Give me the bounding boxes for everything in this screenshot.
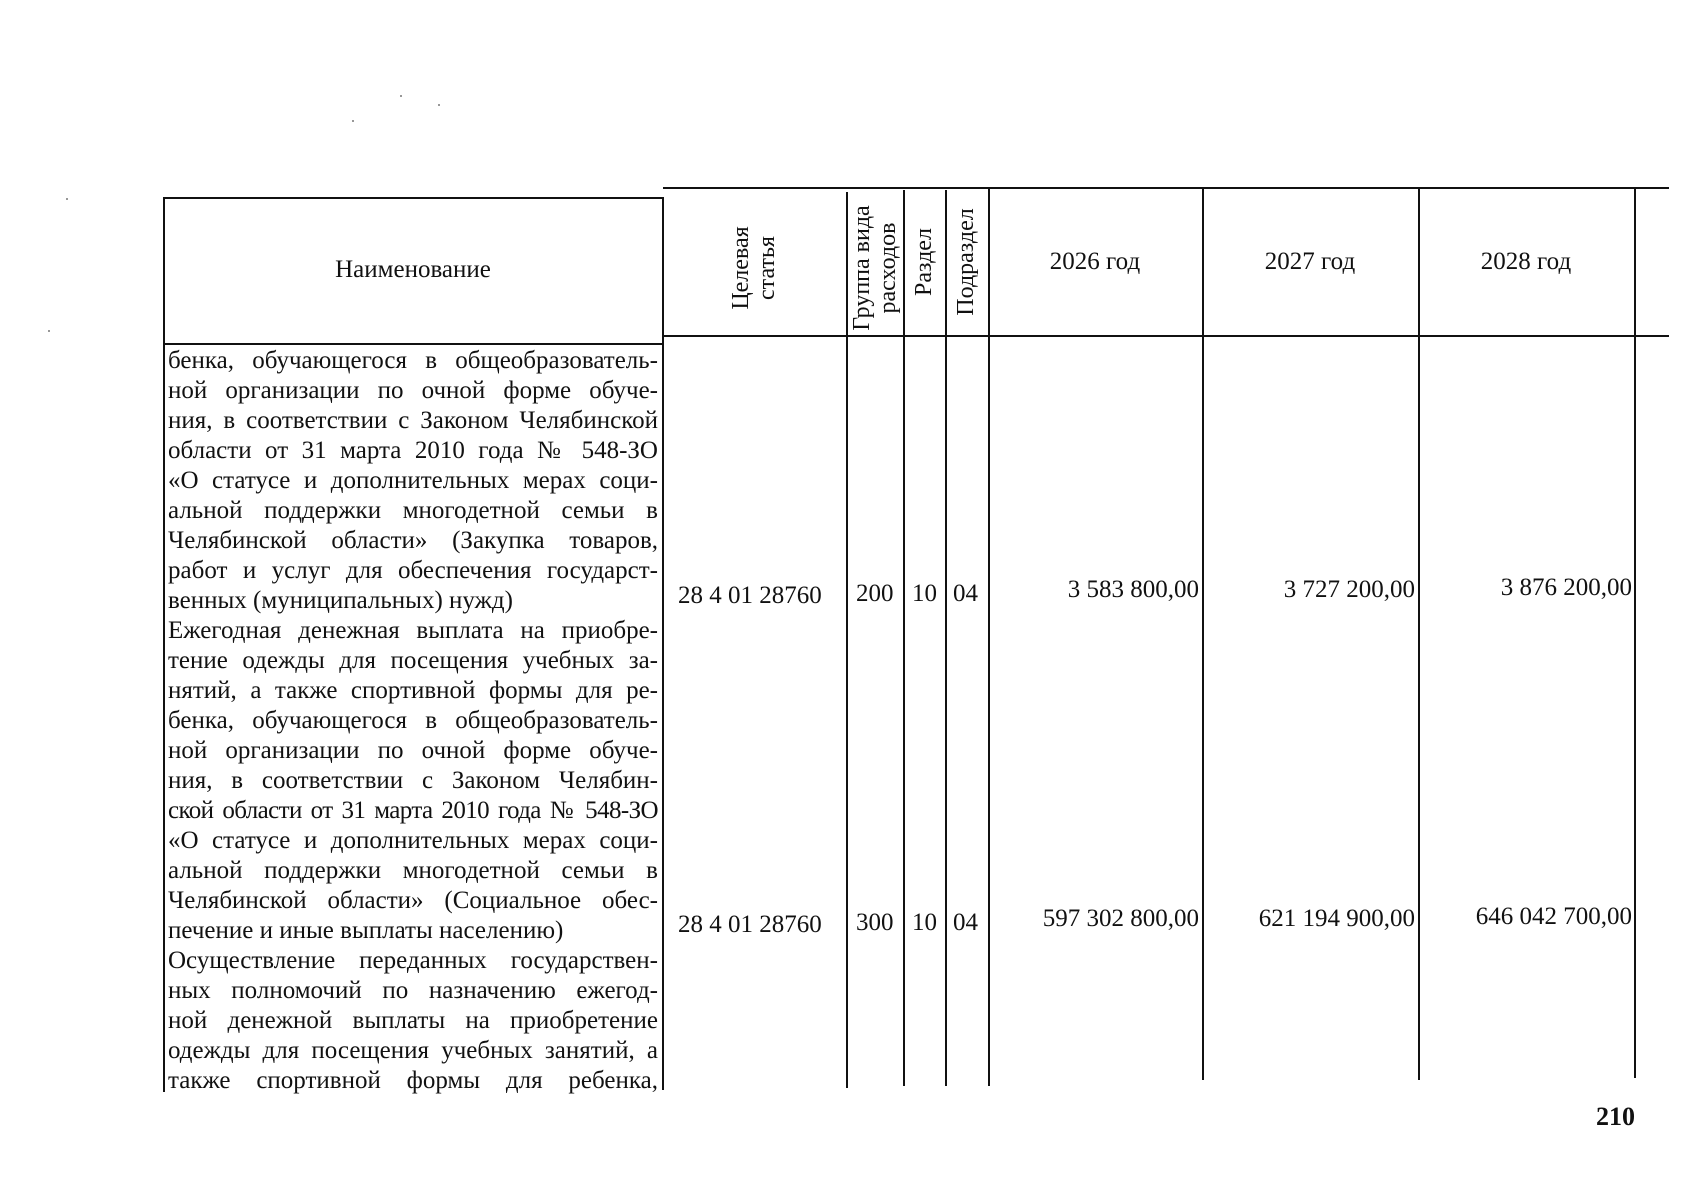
- column-border: [1202, 188, 1204, 1080]
- text-line: альной поддержки многодетной семьи в: [168, 497, 658, 524]
- table-top-border-right: [663, 187, 1669, 189]
- row-1-y2026: 3 583 800,00: [1067, 576, 1199, 603]
- header-target-article: Целевая статья: [728, 226, 780, 310]
- table-top-border: [163, 197, 663, 199]
- row-1-y2028: 3 876 200,00: [1500, 574, 1632, 601]
- row-1-name: [168, 346, 658, 616]
- text-line: «О статусе и дополнительных мерах соци-: [168, 827, 658, 854]
- column-border: [662, 197, 664, 1090]
- row-3-name: [168, 946, 658, 1096]
- row-2-target-article: 28 4 01 28760: [678, 911, 822, 938]
- row-2-expense-group: 300: [856, 909, 894, 936]
- header-year-2028: 2028 год: [1480, 248, 1572, 275]
- header-year-2026: 2026 год: [1049, 248, 1141, 275]
- column-border: [1418, 188, 1420, 1080]
- text-line: ных полномочий по назначению ежегод-: [168, 977, 658, 1004]
- column-border: [1634, 187, 1636, 1078]
- row-2-y2028: 646 042 700,00: [1475, 903, 1632, 930]
- header-section: Раздел: [911, 228, 937, 296]
- header-year-2027: 2027 год: [1264, 248, 1356, 275]
- scan-speck: [438, 104, 440, 106]
- column-border: [945, 190, 947, 1086]
- text-line: ния, в соответствии с Законом Челябинской: [168, 407, 658, 434]
- text-line: Осуществление переданных государствен-: [168, 947, 658, 974]
- column-border: [846, 192, 848, 1088]
- text-line: ской области от 31 марта 2010 года № 548-ЗО: [168, 797, 658, 824]
- row-1-target-article: 28 4 01 28760: [678, 582, 822, 609]
- text-line: области от 31 марта 2010 года № 548-ЗО: [168, 437, 658, 464]
- text-line: Ежегодная денежная выплата на приобре-: [168, 617, 658, 644]
- scan-speck: [48, 330, 50, 332]
- page-number: 210: [1596, 1102, 1635, 1131]
- text-line: бенка, обучающегося в общеобразователь-: [168, 707, 658, 734]
- scan-speck: [66, 198, 68, 200]
- row-2-section: 10: [912, 909, 937, 936]
- text-line: работ и услуг для обеспечения государст-: [168, 557, 658, 584]
- column-border: [903, 190, 905, 1086]
- row-2-subsection: 04: [953, 909, 978, 936]
- text-line: ной организации по очной форме обуче-: [168, 737, 658, 764]
- column-border: [988, 189, 990, 1086]
- text-line: венных (муниципальных) нужд): [168, 587, 513, 614]
- row-1-y2027: 3 727 200,00: [1283, 576, 1415, 603]
- text-line: ния, в соответствии с Законом Челябин-: [168, 767, 658, 794]
- scan-speck: [400, 95, 402, 97]
- text-line: Челябинской области» (Закупка товаров,: [168, 527, 658, 554]
- text-line: ной организации по очной форме обуче-: [168, 377, 658, 404]
- text-line: также спортивной формы для ребенка,: [168, 1067, 658, 1094]
- text-line: Челябинской области» (Социальное обес-: [168, 887, 658, 914]
- text-line: тение одежды для посещения учебных за-: [168, 647, 658, 674]
- row-2-y2027: 621 194 900,00: [1258, 905, 1415, 932]
- text-line: бенка, обучающегося в общеобразователь-: [168, 347, 658, 374]
- row-2-name: [168, 616, 658, 946]
- text-line: ной денежной выплаты на приобретение: [168, 1007, 658, 1034]
- text-line: альной поддержки многодетной семьи в: [168, 857, 658, 884]
- header-bottom-border: [163, 343, 663, 345]
- row-1-section: 10: [912, 580, 937, 607]
- text-line: «О статусе и дополнительных мерах соци-: [168, 467, 658, 494]
- header-bottom-border-right: [663, 335, 1669, 337]
- header-expense-group: Группа вида расходов: [849, 205, 901, 331]
- text-line: одежды для посещения учебных занятий, а: [168, 1037, 658, 1064]
- scan-speck: [352, 120, 354, 122]
- column-border: [163, 197, 165, 1092]
- text-line: печение и иные выплаты населению): [168, 917, 564, 944]
- row-1-expense-group: 200: [856, 580, 894, 607]
- row-1-subsection: 04: [953, 580, 978, 607]
- header-name: Наименование: [335, 256, 491, 283]
- row-2-y2026: 597 302 800,00: [1042, 905, 1199, 932]
- header-subsection: Подраздел: [953, 208, 979, 316]
- text-line: нятий, а также спортивной формы для ре-: [168, 677, 658, 704]
